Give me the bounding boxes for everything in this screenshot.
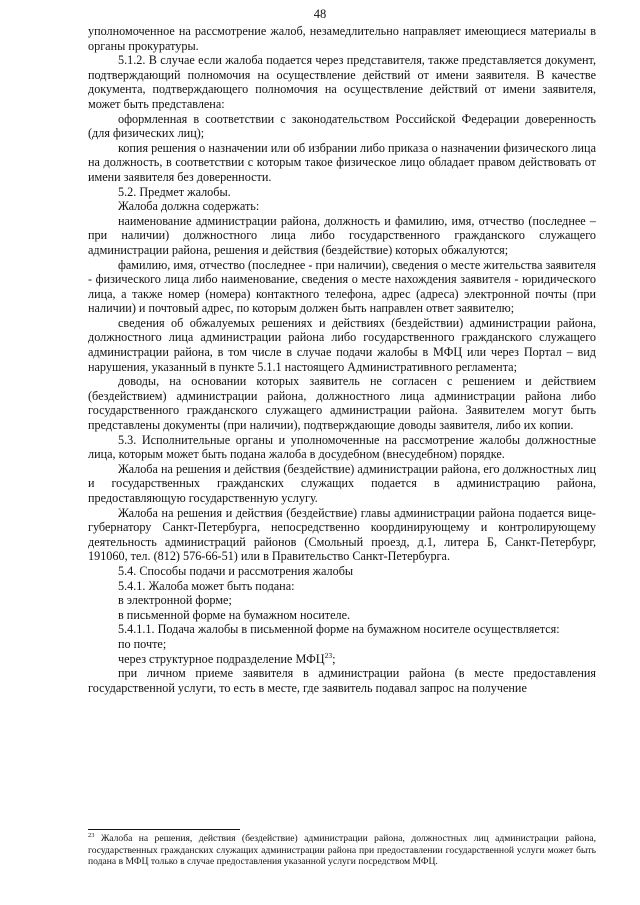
paragraph-text: при личном приеме заявителя в администрации района (в месте предоставления государственной услуги, то есть в месте, где заявитель подавал запрос на получение [88,666,596,695]
footnote-text: Жалоба на решения, действия (бездействие) администрации района, должностных лиц администрации района, государственных гражданских служащих администрации района при предоставлении государственной услуги может быть подана в МФЦ только в случае предоставления указанной услуги посредством МФЦ. [88,833,596,868]
paragraph [88,214,596,258]
paragraph-text: Жалоба на решения и действия (бездействие) администрации района, его должностных лиц и государственных гражданских служащих подается в администрацию района, предоставляющую государственную услугу. [88,461,596,505]
paragraph [88,53,596,111]
paragraph-text-tail: ; [332,651,336,666]
paragraph-text: доводы, на основании которых заявитель не согласен с решением и действием (бездействием) администрации района, должностного лица администрации района либо государственного гражданского служащего администрации района. Заявителем могут быть представлены документы (при наличии), подтверждающие доводы заявителя, либо их копии. [88,374,596,433]
paragraph [88,637,596,652]
paragraph-text: оформленная в соответствии с законодательством Российской Федерации доверенность (для физических лиц); [88,111,596,141]
paragraph-text: 5.4.1. Жалоба может быть подана: [118,578,295,593]
paragraph [88,24,596,53]
paragraph-text: через структурное подразделение МФЦ [118,651,325,666]
footnote-marker: 23 [88,831,95,839]
paragraph-text: наименование администрации района, должность и фамилию, имя, отчество (последнее – при наличии) должностного лица либо государственного гражданского служащего администрации района, решения и действия (бездействие) которых обжалуются; [88,213,596,257]
paragraph-text: 5.3. Исполнительные органы и уполномоченные на рассмотрение жалобы должностные лица, которым может быть подана жалоба в досудебном (внесудебном) порядке. [88,432,596,462]
paragraph-text: 5.4. Способы подачи и рассмотрения жалобы [118,563,354,578]
paragraph-text: копия решения о назначении или об избрании либо приказа о назначении физического лица на должность, в соответствии с которым такое физическое лицо обладает правом действовать от имени заявителя без доверенности. [88,140,596,184]
paragraph [88,374,596,432]
paragraph [88,316,596,374]
paragraph [88,506,596,564]
paragraph-text: сведения об обжалуемых решениях и действиях (бездействии) администрации района, должностного лица администрации района либо государственного гражданского служащего администрации района, в том числе в случае подачи жалобы в МФЦ или через Портал – вид нарушения, указанный в пункте 5.1.1 настоящего Административного регламента; [88,315,596,374]
paragraph [88,199,596,214]
footnote-reference: 23 [324,650,333,660]
paragraph-text: в электронной форме; [118,593,232,608]
paragraph [88,579,596,594]
paragraph-text: Жалоба на решения и действия (бездействие) главы администрации района подается вице-губернатору Санкт-Петербурга, непосредственно координирующему и контролирующему деятельность администраций районов (Смольный проезд, д.1, литера Б, Санкт-Петербург, 191060, тел. (812) 576-66-51) или в Правительство Санкт-Петербурга. [88,505,596,564]
paragraph [88,462,596,506]
paragraph [88,593,596,608]
body-text [88,24,596,695]
paragraph [88,666,596,695]
paragraph [88,112,596,141]
footnote-separator [88,829,240,830]
paragraph [88,622,596,637]
paragraph-text: 5.1.2. В случае если жалоба подается через представителя, также представляется документ, подтверждающий полномочия на осуществление действий от имени заявителя. В качестве документа, подтверждающего полномочия на осуществление действий от имени заявителя, может быть представлена: [88,53,596,111]
paragraph-text: уполномоченное на рассмотрение жалоб, незамедлительно направляет имеющиеся материалы в органы прокуратуры. [88,24,596,53]
footnote [88,833,596,868]
paragraph [88,608,596,623]
paragraph [88,652,596,667]
paragraph-text: по почте; [118,636,167,651]
paragraph [88,258,596,316]
paragraph-text: фамилию, имя, отчество (последнее - при наличии), сведения о месте жительства заявителя - физического лица либо наименование, сведения о месте нахождения заявителя - юридического лица, а также номер (номера) контактного телефона, адрес (адреса) электронной почты (при наличии) и почтовый адрес, по которым должен быть направлен ответ заявителю; [88,257,596,316]
paragraph-text: 5.2. Предмет жалобы. [118,184,231,199]
paragraph [88,185,596,200]
paragraph [88,141,596,185]
paragraph [88,564,596,579]
paragraph-text: 5.4.1.1. Подача жалобы в письменной форме на бумажном носителе осуществляется: [118,622,560,637]
paragraph-text: в письменной форме на бумажном носителе. [118,607,351,622]
paragraph [88,433,596,462]
page-number: 48 [313,7,327,21]
paragraph-text: Жалоба должна содержать: [118,199,260,214]
